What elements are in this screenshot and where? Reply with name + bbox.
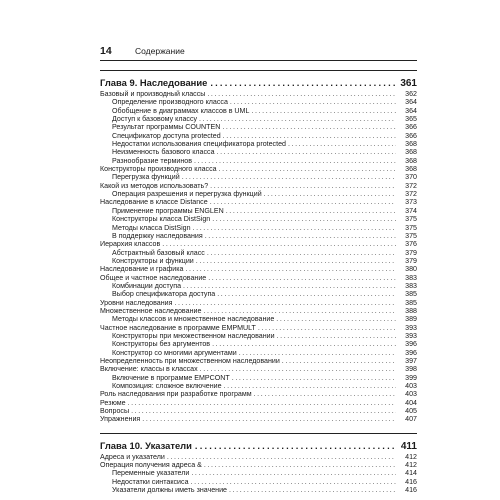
- header-rule: [100, 60, 417, 61]
- toc-entry-title: Результат программы COUNTEN: [112, 123, 221, 132]
- toc-entry-page: 372: [405, 190, 417, 199]
- toc-entry-title: Разнообразие терминов: [112, 156, 192, 165]
- dot-leader: [174, 299, 396, 307]
- toc-entry-title: Конструкторы при множественном наследовании: [112, 331, 275, 340]
- toc-entry[interactable]: [100, 123, 417, 131]
- toc-entry-page: 388: [405, 306, 417, 315]
- toc-entry[interactable]: [100, 469, 417, 477]
- dot-leader: [182, 173, 396, 181]
- dot-leader: [203, 307, 396, 315]
- dot-leader: [194, 157, 396, 165]
- toc-entry-page: 397: [405, 357, 417, 365]
- toc-entry-page: 405: [405, 407, 417, 416]
- toc-entry-title: Методы классов и множественное наследование: [112, 315, 275, 324]
- dot-leader: [131, 407, 396, 415]
- dot-leader: [230, 98, 396, 106]
- toc-entry-title: Композиция: сложное включение: [112, 382, 222, 391]
- toc-entry[interactable]: [100, 198, 417, 206]
- toc-entry-page: 407: [405, 415, 417, 424]
- toc-entry-page: 380: [405, 265, 417, 274]
- toc-entry-page: 366: [405, 131, 417, 140]
- dot-leader: [217, 148, 396, 156]
- toc-entry-page: 385: [405, 298, 417, 307]
- dot-leader: [191, 469, 396, 477]
- toc-entry-title: Множественное наследование: [100, 306, 202, 315]
- toc-entry[interactable]: [100, 340, 417, 348]
- toc-entry-page: 364: [405, 106, 417, 115]
- toc-entry-title: Адреса и указатели: [100, 452, 165, 461]
- toc-entry-title: Применение программы ENGLEN: [112, 206, 224, 215]
- dot-leader: [251, 107, 396, 115]
- toc-entry[interactable]: [100, 461, 417, 469]
- toc-entry-title: Базовый и производный классы: [100, 90, 206, 98]
- toc-entry[interactable]: [100, 299, 417, 307]
- toc-entry-page: 370: [405, 173, 417, 182]
- toc-entry-title: Конструкторы класса DistSign: [112, 215, 211, 224]
- chapter-rule: [100, 433, 417, 434]
- toc-entry[interactable]: [100, 315, 417, 323]
- dot-leader: [208, 274, 396, 282]
- dot-leader: [210, 182, 396, 190]
- toc-entry-page: 368: [405, 156, 417, 165]
- toc-entry[interactable]: [100, 357, 417, 365]
- toc-entry-title: Переменные указатели: [112, 469, 190, 478]
- toc-entry[interactable]: [100, 232, 417, 240]
- dot-leader: [264, 190, 396, 198]
- toc-entry-page: 396: [405, 348, 417, 357]
- toc-entry-title: Операция получения адреса &: [100, 461, 202, 470]
- toc-entry-page: 365: [405, 115, 417, 124]
- toc-entry-title: Недостатки использования спецификатора protected: [112, 140, 286, 149]
- toc-entry[interactable]: [100, 98, 417, 106]
- toc-entry[interactable]: [100, 207, 417, 215]
- toc-entry-title: Неизменность базового класса: [112, 148, 215, 157]
- dot-leader: [128, 399, 396, 407]
- toc-entry-page: 412: [405, 452, 417, 461]
- dot-leader: [183, 282, 396, 290]
- dot-leader: [226, 207, 396, 215]
- toc-entry[interactable]: [100, 224, 417, 232]
- toc-entry-title: Упражнения: [100, 415, 141, 424]
- toc-entry-page: 396: [405, 340, 417, 349]
- dot-leader: [212, 340, 396, 348]
- toc-entry[interactable]: [100, 165, 417, 173]
- dot-leader: [223, 132, 396, 140]
- chapter-heading-10[interactable]: [100, 439, 417, 453]
- toc-entry[interactable]: [100, 240, 417, 248]
- toc-entry[interactable]: [100, 324, 417, 332]
- toc-entry[interactable]: [100, 290, 417, 298]
- dot-leader: [196, 257, 396, 265]
- toc-entry-title: Доступ к базовому классу: [112, 115, 198, 124]
- dot-leader: [288, 140, 396, 148]
- dot-leader: [142, 415, 396, 423]
- toc-entry-page: 362: [405, 90, 417, 98]
- toc-entry-page: 366: [405, 123, 417, 132]
- toc-entry[interactable]: [100, 182, 417, 190]
- toc-entry-title: Операция разрешения и перегрузка функций: [112, 190, 262, 199]
- toc-entry-title: Какой из методов использовать?: [100, 181, 209, 190]
- dot-leader: [282, 357, 396, 365]
- toc-entry[interactable]: [100, 399, 417, 407]
- toc-entry-title: Спецификатор доступа protected: [112, 131, 221, 140]
- toc-entry-title: В поддержку наследования: [112, 231, 203, 240]
- toc-entry-page: 414: [405, 469, 417, 478]
- toc-entry[interactable]: [100, 190, 417, 198]
- toc-entry-page: 374: [405, 206, 417, 215]
- toc-entry-title: Конструкторы производного класса: [100, 165, 217, 174]
- chapter-rule: [100, 70, 417, 71]
- dot-leader: [205, 232, 396, 240]
- dot-leader: [162, 240, 396, 248]
- toc-entry-page: 383: [405, 281, 417, 290]
- dot-leader: [193, 224, 396, 232]
- toc-entry-title: Включение: классы в классах: [100, 365, 198, 374]
- toc-entry-page: 393: [405, 323, 417, 332]
- toc-entry-title: Конструкторы и функции: [112, 256, 194, 265]
- toc-entry-page: 376: [405, 240, 417, 249]
- dot-leader: [224, 382, 396, 390]
- toc-entry-page: 368: [405, 148, 417, 157]
- chapter-page: 411: [400, 440, 417, 452]
- dot-leader: [258, 324, 396, 332]
- dot-leader: [229, 486, 396, 494]
- toc-entry-page: 385: [405, 290, 417, 299]
- toc-entry-title: Наследование в классе Distance: [100, 198, 208, 207]
- toc-entry-page: 383: [405, 273, 417, 282]
- toc-entry-title: Комбинации доступа: [112, 281, 182, 290]
- toc-entry[interactable]: [100, 265, 417, 273]
- toc-entry-title: Определение производного класса: [112, 98, 228, 107]
- toc-entry-title: Указатели должны иметь значение: [112, 486, 227, 495]
- toc-entry[interactable]: [100, 307, 417, 315]
- dot-leader: [219, 165, 396, 173]
- dot-leader: [204, 461, 396, 469]
- toc-entry[interactable]: [100, 332, 417, 340]
- toc-entry-page: 398: [405, 365, 417, 374]
- toc-entry-title: Абстрактный базовый класс: [112, 248, 205, 257]
- dot-leader: [210, 76, 396, 90]
- chapter-10-entries: [100, 453, 417, 495]
- toc-entry-title: Включение в программе EMPCONT: [112, 373, 230, 382]
- toc-entry-page: 393: [405, 331, 417, 340]
- toc-entry[interactable]: [100, 257, 417, 265]
- toc-entry-title: Конструкторы без аргументов: [112, 340, 211, 349]
- toc-entry[interactable]: [100, 249, 417, 257]
- toc-entry[interactable]: [100, 453, 417, 461]
- toc-entry-title: Конструктор со многими аргументами: [112, 348, 237, 357]
- toc-entry-page: 368: [405, 140, 417, 149]
- toc-entry[interactable]: [100, 365, 417, 373]
- toc-entry[interactable]: [100, 390, 417, 398]
- page-header: [100, 45, 428, 65]
- toc-entry[interactable]: [100, 415, 417, 423]
- toc-entry-title: Общее и частное наследование: [100, 273, 207, 282]
- dot-leader: [212, 215, 396, 223]
- toc-entry[interactable]: [100, 382, 417, 390]
- toc-entry[interactable]: [100, 115, 417, 123]
- toc-entry-title: Частное наследование в программе EMPMULT: [100, 323, 256, 332]
- toc-entry[interactable]: [100, 107, 417, 115]
- toc-entry-page: 399: [405, 373, 417, 382]
- toc-entry-page: 404: [405, 398, 417, 407]
- toc-entry-page: 416: [405, 486, 417, 495]
- dot-leader: [210, 198, 396, 206]
- dot-leader: [207, 249, 396, 257]
- running-title: Содержание: [135, 46, 185, 56]
- toc-entry-title: Уровни наследования: [100, 298, 173, 307]
- chapter-title: Глава 9. Наследование: [100, 77, 208, 88]
- table-of-contents: [100, 70, 417, 494]
- toc-entry-title: Вопросы: [100, 407, 130, 416]
- chapter-9-entries: [100, 90, 417, 424]
- toc-entry-page: 403: [405, 390, 417, 399]
- toc-entry-page: 368: [405, 165, 417, 174]
- toc-entry-title: Наследование и графика: [100, 265, 184, 274]
- dot-leader: [217, 290, 396, 298]
- toc-entry[interactable]: [100, 90, 417, 98]
- toc-entry-page: 364: [405, 98, 417, 107]
- toc-entry-title: Иерархия классов: [100, 240, 161, 249]
- toc-entry[interactable]: [100, 282, 417, 290]
- toc-entry-page: 416: [405, 477, 417, 486]
- dot-leader: [239, 349, 396, 357]
- toc-entry-page: 403: [405, 382, 417, 391]
- page-number: 14: [100, 45, 112, 57]
- chapter-heading-9[interactable]: [100, 76, 417, 90]
- dot-leader: [195, 439, 397, 453]
- toc-entry-title: Недостатки синтаксиса: [112, 477, 189, 486]
- toc-entry-title: Роль наследования при разработке программ: [100, 390, 252, 399]
- dot-leader: [276, 315, 396, 323]
- toc-entry-title: Методы класса DistSign: [112, 223, 191, 232]
- toc-entry-title: Резюме: [100, 398, 126, 407]
- dot-leader: [200, 365, 396, 373]
- toc-entry-title: Выбор спецификатора доступа: [112, 290, 216, 299]
- toc-entry[interactable]: [100, 349, 417, 357]
- toc-entry[interactable]: [100, 478, 417, 486]
- toc-entry[interactable]: [100, 274, 417, 282]
- toc-entry[interactable]: [100, 157, 417, 165]
- toc-entry-page: 379: [405, 248, 417, 257]
- toc-entry-page: 412: [405, 461, 417, 470]
- toc-entry-page: 389: [405, 315, 417, 324]
- toc-entry[interactable]: [100, 132, 417, 140]
- dot-leader: [199, 115, 396, 123]
- toc-entry[interactable]: [100, 407, 417, 415]
- toc-entry[interactable]: [100, 374, 417, 382]
- toc-entry-page: 379: [405, 256, 417, 265]
- dot-leader: [277, 332, 396, 340]
- dot-leader: [254, 390, 396, 398]
- toc-entry-page: 375: [405, 231, 417, 240]
- toc-entry-title: Неопределенность при множественном наследовании: [100, 357, 280, 365]
- dot-leader: [185, 265, 396, 273]
- toc-entry[interactable]: [100, 215, 417, 223]
- toc-entry[interactable]: [100, 486, 417, 494]
- toc-entry[interactable]: [100, 173, 417, 181]
- toc-entry[interactable]: [100, 140, 417, 148]
- chapter-page: 361: [400, 78, 417, 89]
- toc-entry-page: 372: [405, 181, 417, 190]
- toc-entry-page: 375: [405, 215, 417, 224]
- toc-entry-page: 373: [405, 198, 417, 207]
- toc-entry-title: Перегрузка функций: [112, 173, 180, 182]
- dot-leader: [167, 453, 396, 461]
- dot-leader: [222, 123, 396, 131]
- toc-entry-page: 375: [405, 223, 417, 232]
- dot-leader: [232, 374, 396, 382]
- toc-entry[interactable]: [100, 148, 417, 156]
- dot-leader: [207, 90, 396, 98]
- toc-entry-title: Обобщение в диаграммах классов в UML: [112, 106, 250, 115]
- dot-leader: [191, 478, 396, 486]
- chapter-title: Глава 10. Указатели: [100, 439, 192, 451]
